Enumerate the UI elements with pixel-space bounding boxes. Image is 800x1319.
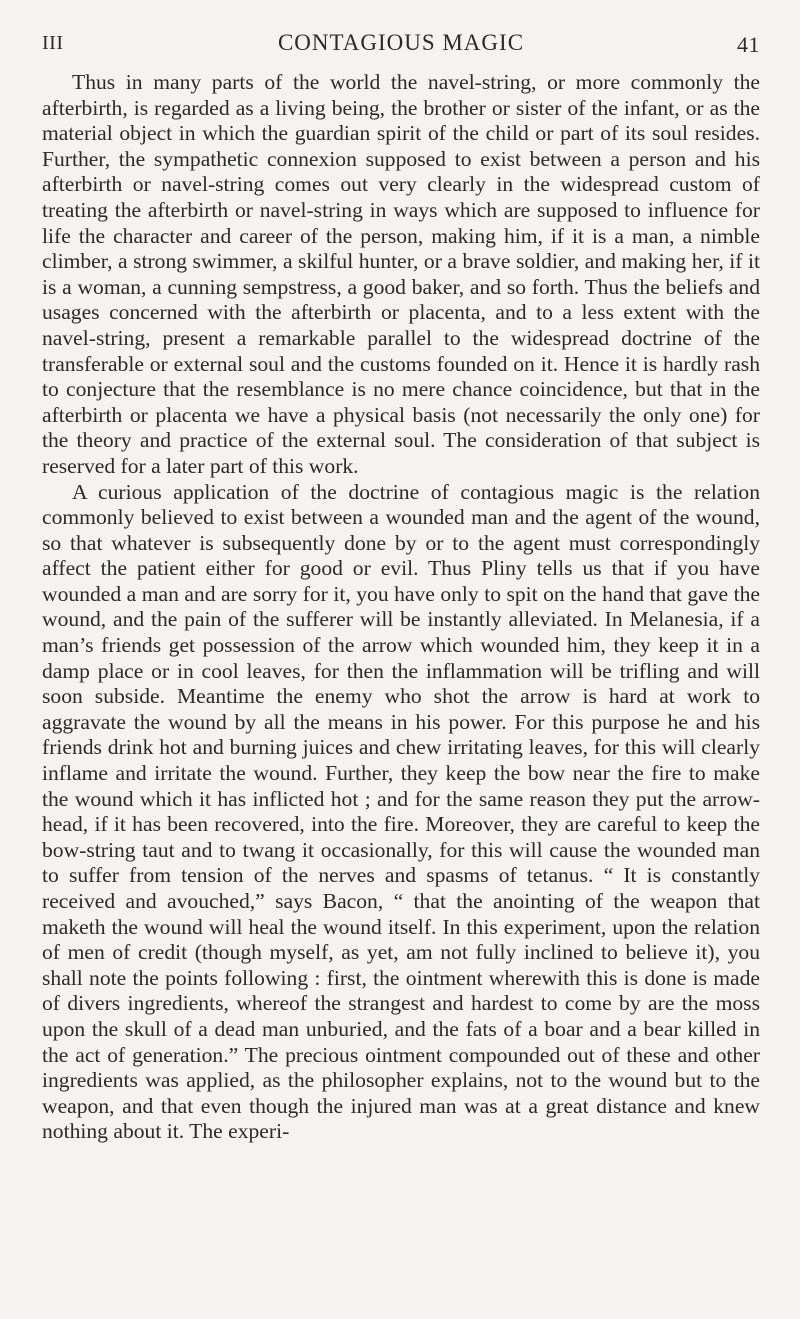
paragraph: A curious application of the doctrine of contagious magic is the relation commonly believed to exist between a wounded man and the agent of the wound, so that whatever is subsequently done by or to the agent must correspondingly affect the patient either for good or evil. Thus Pliny tells us that if you have wounded a man and are sorry for it, you have only to spit on the hand that gave the wound, and the pain of the sufferer will be instantly alleviated. In Melanesia, if a man’s friends get possession of the arrow which wounded him, they keep it in a damp place or in cool leaves, for then the inflammation will be trifling and will soon subside. Meantime the enemy who shot the arrow is hard at work to aggravate the wound by all the means in his power. For this purpose he and his friends drink hot and burning juices and chew irritating leaves, for this will clearly inflame and irritate the wound. Further, they keep the bow near the fire to make the wound which it has inflicted hot ; and for the same reason they put the arrow-head, if it has been recovered, into the fire. Moreover, they are careful to keep the bow-string taut and to twang it occasionally, for this will cause the wounded man to suffer from tension of the nerves and spasms of tetanus. “ It is constantly received and avouched,” says Bacon, “ that the anointing of the weapon that maketh the wound will heal the wound itself. In this experiment, upon the relation of men of credit (though myself, as yet, am not fully inclined to believe it), you shall note the points following : first, the ointment wherewith this is done is made of divers ingredients, whereof the strangest and hardest to come by are the moss upon the skull of a dead man unburied, and the fats of a boar and a bear killed in the act of generation.” The precious ointment compounded out of these and other ingredients was applied, as the philosopher explains, not to the wound but to the weapon, and that even though the injured man was at a great distance and knew nothing about it. The experi-: [42, 479, 760, 1144]
chapter-number: III: [42, 32, 64, 54]
page-number: 41: [737, 32, 760, 57]
running-header: [42, 30, 760, 66]
body-text: [42, 70, 760, 1145]
running-title: CONTAGIOUS MAGIC: [277, 30, 525, 55]
paragraph: Thus in many parts of the world the navel-string, or more commonly the afterbirth, is regarded as a living being, the brother or sister of the infant, or as the material object in which the guardian spirit of the child or part of its soul resides. Further, the sympathetic connexion supposed to exist between a person and his afterbirth or navel-string comes out very clearly in the widespread custom of treating the afterbirth or navel-string in ways which are supposed to influence for life the character and career of the person, making him, if it is a man, a nimble climber, a strong swimmer, a skilful hunter, or a brave soldier, and making her, if it is a woman, a cunning sempstress, a good baker, and so forth. Thus the beliefs and usages concerned with the afterbirth or placenta, and to a less extent with the navel-string, present a remarkable parallel to the widespread doctrine of the transferable or external soul and the customs founded on it. Hence it is hardly rash to conjecture that the resemblance is no mere chance coincidence, but that in the afterbirth or placenta we have a physical basis (not necessarily the only one) for the theory and practice of the external soul. The consideration of that subject is reserved for a later part of this work.: [42, 70, 760, 478]
